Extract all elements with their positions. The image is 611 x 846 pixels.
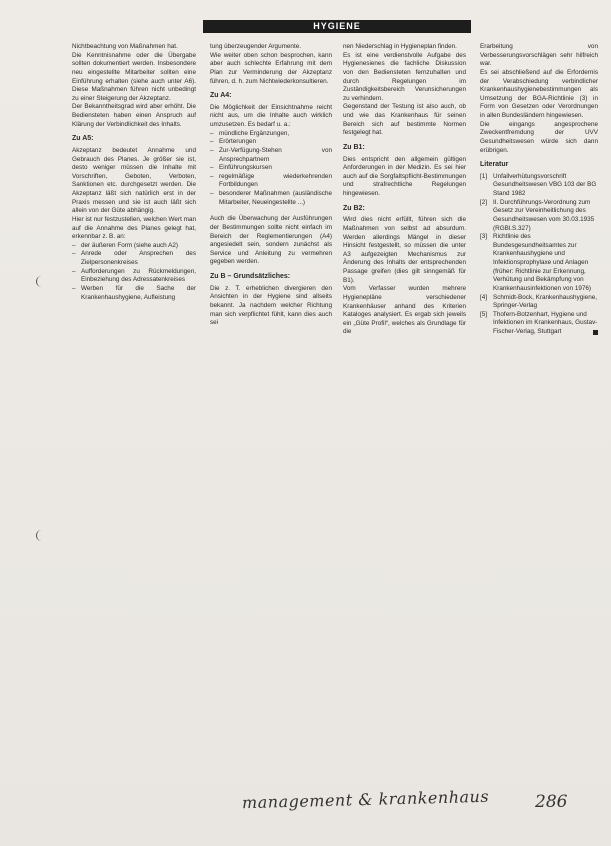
paragraph: tung überzeugender Argumente. <box>210 43 301 50</box>
end-mark-icon <box>593 330 598 335</box>
reference-text: Richtlinie des Bundesgesundheitsamtes zur Krankenhaushygiene und Infektionsprophylaxe und Anlagen (früher: Richtlinie zur Erkennung, Verhütung und Bekämpfung von Krankenhausinfektionen von 1976) <box>493 233 592 292</box>
paragraph: Akzeptanz bedeutet Annahme und Gebrauch des Planes. Je größer sie ist, desto weniger müssen die Inhalte mit Vorschriften, Geboten, Verboten, Sanktionen etc. durchgesetzt werden. Die Akzeptanz läßt sich natürlich erst in der Praxis messen und sie ist auch läßt sich allein von der Güte abhängig. <box>72 146 196 215</box>
paragraph: Nichtbeachtung von Maßnahmen hat. <box>72 43 178 50</box>
punch-hole-mark <box>36 530 43 541</box>
paragraph: Die eingangs angesprochene Zweckentfremdung der UVV Gesundheitswesen würde sich dann erübrigen. <box>480 120 598 154</box>
references-heading: Literatur <box>480 161 509 169</box>
section-heading: Zu B1: <box>343 143 365 151</box>
handwritten-note: management & krankenhaus <box>241 786 490 813</box>
handwritten-page-number: 286 <box>535 792 568 812</box>
paragraph: Auch die Überwachung der Ausführungen der Bestimmungen sollte nicht einfach im Bereich der Reglementierungen (A4) angesiedelt sein, sondern zunächst als Service und Anleitung zu vermehren gegeben werden. <box>210 215 332 266</box>
reference-number: [4] <box>480 293 488 301</box>
text-column-1 <box>72 43 196 302</box>
list-item: – mündliche Ergänzungen, <box>210 130 332 139</box>
list-item: – Aufforderungen zu Rückmeldungen, Einbeziehung des Adressatenkreises <box>72 268 196 285</box>
reference-item <box>480 173 598 199</box>
text-column-2 <box>210 43 332 328</box>
list-item: – Werben für die Sache der Krankenhaushygiene, Aufleistung <box>72 285 196 302</box>
list-item: – Anrede oder Ansprechen des Zielpersonenkreises <box>72 250 196 267</box>
text-column-3 <box>343 43 466 337</box>
paragraph: nen Niederschlag in Hygieneplan finden. <box>343 43 457 50</box>
reference-item <box>480 199 598 234</box>
reference-item <box>480 233 598 293</box>
paragraph: Gegenstand der Testung ist also auch, ob und wie das Krankenhaus für seinen Bereich sich auf bestimmte Normen festgelegt hat. <box>343 103 466 137</box>
paragraph: Wie weiter oben schon besprochen, kann aber auch schlechte Erfahrung mit dem Plan zur Verminderung der Akzeptanz führen, d. h. zum Nichtwiederkonsultieren. <box>210 51 332 85</box>
reference-number: [2] <box>480 198 488 206</box>
reference-number: [1] <box>480 172 488 180</box>
reference-list <box>480 173 598 337</box>
paragraph: Dies entspricht den allgemein gültigen Anforderungen in der Medizin. Es sei hier auch auf die Sorgfaltspflicht-Bestimmungen und strafrechtliche Regelungen hingewiesen. <box>343 155 466 197</box>
paragraph: Die Kenntnisnahme oder die Übergabe sollten dokumentiert werden. Insbesondere neu eingestellte Mitarbeiter sollten eine Einführung erhalten (siehe auch unter A6). Diese Maßnahmen führen nicht unbedingt zu einer Steigerung der Akzeptanz. <box>72 51 196 102</box>
paragraph: Die z. T. erheblichen divergieren den Ansichten in der Hygiene sind allseits bekannt. Ja nachdem welcher Richtung man sich verpflichtet fühlt, kann dies auch sei <box>210 284 332 327</box>
paragraph: Es ist eine verdienstvolle Aufgabe des Hygienesienes die fachliche Diskussion von den Bediensteten fernzuhalten und durch Regelungen im Zuständigkeitsbereich Verunsicherungen zu verhindern. <box>343 51 466 102</box>
list-item: – regelmäßige wiederkehrenden Fortbildungen <box>210 173 332 190</box>
punch-hole-mark <box>36 276 43 287</box>
paragraph: Die Möglichkeit der Einsichtnahme reicht nicht aus, um die Inhalte auch wirklich umzusetzen. Es bedarf u. a.: <box>210 103 332 128</box>
list-item: – Einführungskursen <box>210 164 332 173</box>
paragraph: Vom Verfasser wurden mehrere Hygienepläne verschiedener Krankenhäuser anhand des Kriterien Kataloges analysiert. Es ergab sich jeweils ein „Güte Profil“, welches als Grundlage für die <box>343 285 466 336</box>
reference-number: [5] <box>480 310 488 318</box>
section-heading: Zu B – Grundsätzliches: <box>210 273 291 280</box>
reference-text: II. Durchführungs-Verordnung zum Gesetz zur Vereinheitlichung des Gesundheitswesen vom 30.03.1935 (RGBl.S.327) <box>493 198 595 232</box>
reference-text: Schmidt-Bock, Krankenhaushygiene, Springer-Verlag <box>493 293 598 310</box>
paragraph: Es sei abschließend auf die Erfordernis der Verabschiedung verbindlicher Krankenhaushygienebestimmungen als Umsetzung der BGA-Richtlinie (3) in Form von Gesetzen oder Verordnungen in allen Bundesländern hingewiesen. <box>480 68 598 119</box>
paragraph: Erarbeitung von Verbesserungsvorschlägen sehr hilfreich war. <box>480 43 598 68</box>
bullet-list <box>72 242 196 302</box>
paragraph: Wird dies nicht erfüllt, führen sich die Maßnahmen von selbst ad absurdum. Werden allerdings Mängel in dieser Hinsicht festgestellt, so müssen die unter A3 aufgezeigten Mechanismus zur Änderung des Inhalts der entsprechenden Passage greifen (dies gilt sinngemäß für B1). <box>343 216 466 284</box>
reference-number: [3] <box>480 233 488 241</box>
section-heading: Zu A5: <box>72 135 94 143</box>
list-item: – besonderer Maßnahmen (ausländische Mitarbeiter, Neueingestellte ...) <box>210 190 332 207</box>
paragraph: Der Bekanntheitsgrad wird aber erhöht. Die Bediensteten haben einen Anspruch auf Klärung der Verbindlichkeit des Inhalts. <box>72 103 196 128</box>
section-heading: Zu A4: <box>210 92 232 100</box>
reference-text: Unfallverhütungsvorschrift Gesundheitswesen VBG 103 der BG Stand 1982 <box>493 172 597 197</box>
section-heading: Zu B2: <box>343 204 365 212</box>
section-header: HYGIENE <box>203 20 471 33</box>
reference-item <box>480 294 598 311</box>
list-item: – der äußeren Form (siehe auch A2) <box>72 242 196 251</box>
text-column-4 <box>480 43 598 337</box>
list-item: – Erörterungen <box>210 138 332 147</box>
paragraph: Hier ist nur festzustellen, welchen Wert man auf die Annahme des Planes gelegt hat, erkennbar z. B. an: <box>72 215 196 241</box>
list-item: – Zur-Verfügung-Stehen von Ansprechpartnern <box>210 147 332 164</box>
bullet-list <box>210 130 332 208</box>
reference-item <box>480 311 598 337</box>
reference-text: Thofern-Botzenhart, Hygiene und Infektionen im Krankenhaus, Gustav-Fischer-Verlag, Stuttgart <box>493 310 598 335</box>
